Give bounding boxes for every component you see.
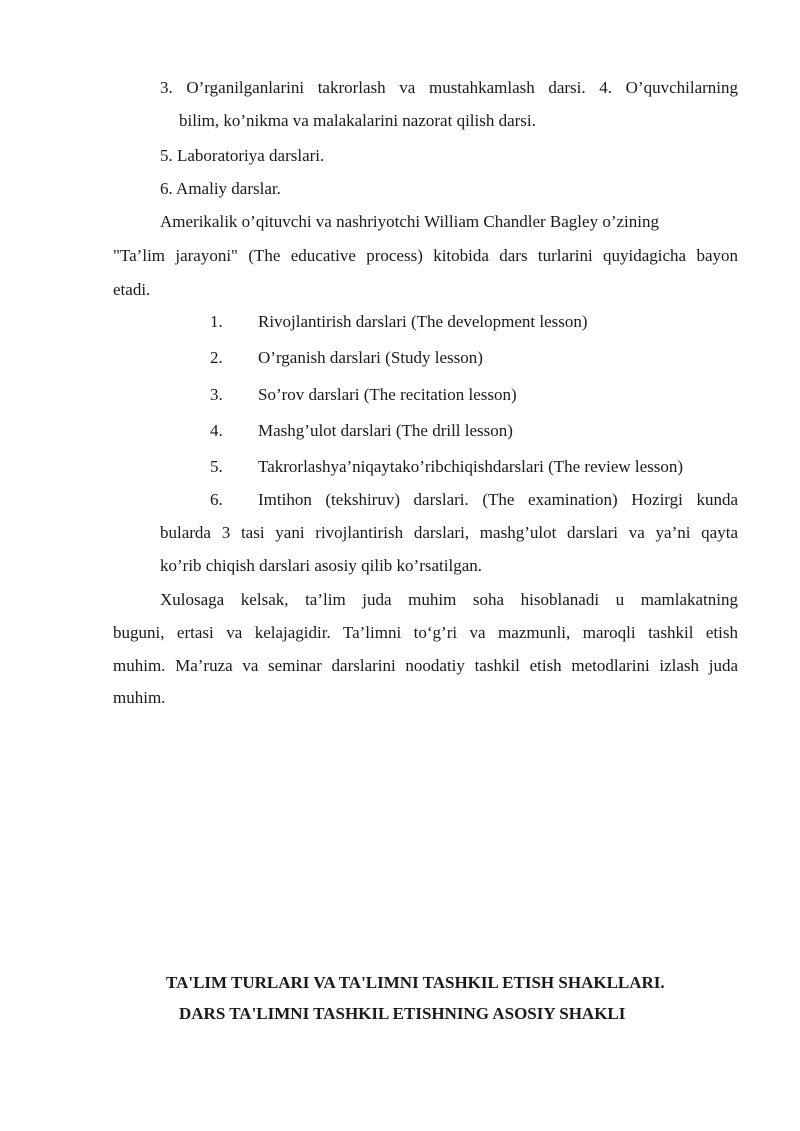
list-item-text: Mashg’ulot darslari (The drill lesson): [258, 421, 513, 440]
list-item-text: So’rov darslari (The recitation lesson): [258, 385, 517, 404]
conclusion-line-1: Xulosaga kelsak, ta’lim juda muhim soha hisoblanadi u mamlakatning: [160, 590, 738, 609]
conclusion-line-3: muhim. Ma’ruza va seminar darslarini noodatiy tashkil etish metodlarini izlash juda: [113, 656, 738, 675]
list-item-4-continuation: bilim, ko’nikma va malakalarini nazorat qilish darsi.: [179, 111, 536, 130]
list-item-number: 6.: [210, 490, 223, 509]
intro-paragraph-line-3: etadi.: [113, 280, 151, 299]
list-item-3-4: 3. O’rganilganlarini takrorlash va mustahkamlash darsi. 4. O’quvchilarning: [160, 78, 738, 97]
list-continuation-line-1: bularda 3 tasi yani rivojlantirish darslari, mashg’ulot darslari va ya’ni qayta: [160, 523, 738, 542]
list-item-text: Takrorlashya’niqaytako’ribchiqishdarslari (The review lesson): [258, 457, 684, 476]
section-heading-line-1: TA'LIM TURLARI VA TA'LIMNI TASHKIL ETISH SHAKLLARI.: [166, 973, 665, 992]
conclusion-line-4: muhim.: [113, 688, 166, 707]
intro-paragraph-line-1: Amerikalik o’qituvchi va nashriyotchi William Chandler Bagley o’zining: [160, 212, 659, 231]
intro-paragraph-line-2: "Ta’lim jarayoni" (The educative process) kitobida dars turlarini quyidagicha bayon: [113, 246, 738, 265]
list-item-number: 5.: [210, 457, 223, 476]
list-item-5: 5. Laboratoriya darslari.: [160, 146, 325, 165]
list-item-number: 1.: [210, 312, 223, 331]
list-item-number: 2.: [210, 348, 223, 367]
list-item-text: Imtihon (tekshiruv) darslari. (The examination) Hozirgi kunda: [258, 490, 738, 509]
conclusion-line-2: buguni, ertasi va kelajagidir. Ta’limni to‘g’ri va mazmunli, maroqli tashkil etish: [113, 623, 738, 642]
list-continuation-line-2: ko’rib chiqish darslari asosiy qilib ko’rsatilgan.: [160, 556, 482, 575]
list-item-number: 4.: [210, 421, 223, 440]
list-item-text: O’rganish darslari (Study lesson): [258, 348, 483, 367]
list-item-number: 3.: [210, 385, 223, 404]
list-item-6: 6. Amaliy darslar.: [160, 179, 281, 198]
section-heading-line-2: DARS TA'LIMNI TASHKIL ETISHNING ASOSIY SHAKLI: [179, 1004, 626, 1023]
list-item-text: Rivojlantirish darslari (The development lesson): [258, 312, 588, 331]
